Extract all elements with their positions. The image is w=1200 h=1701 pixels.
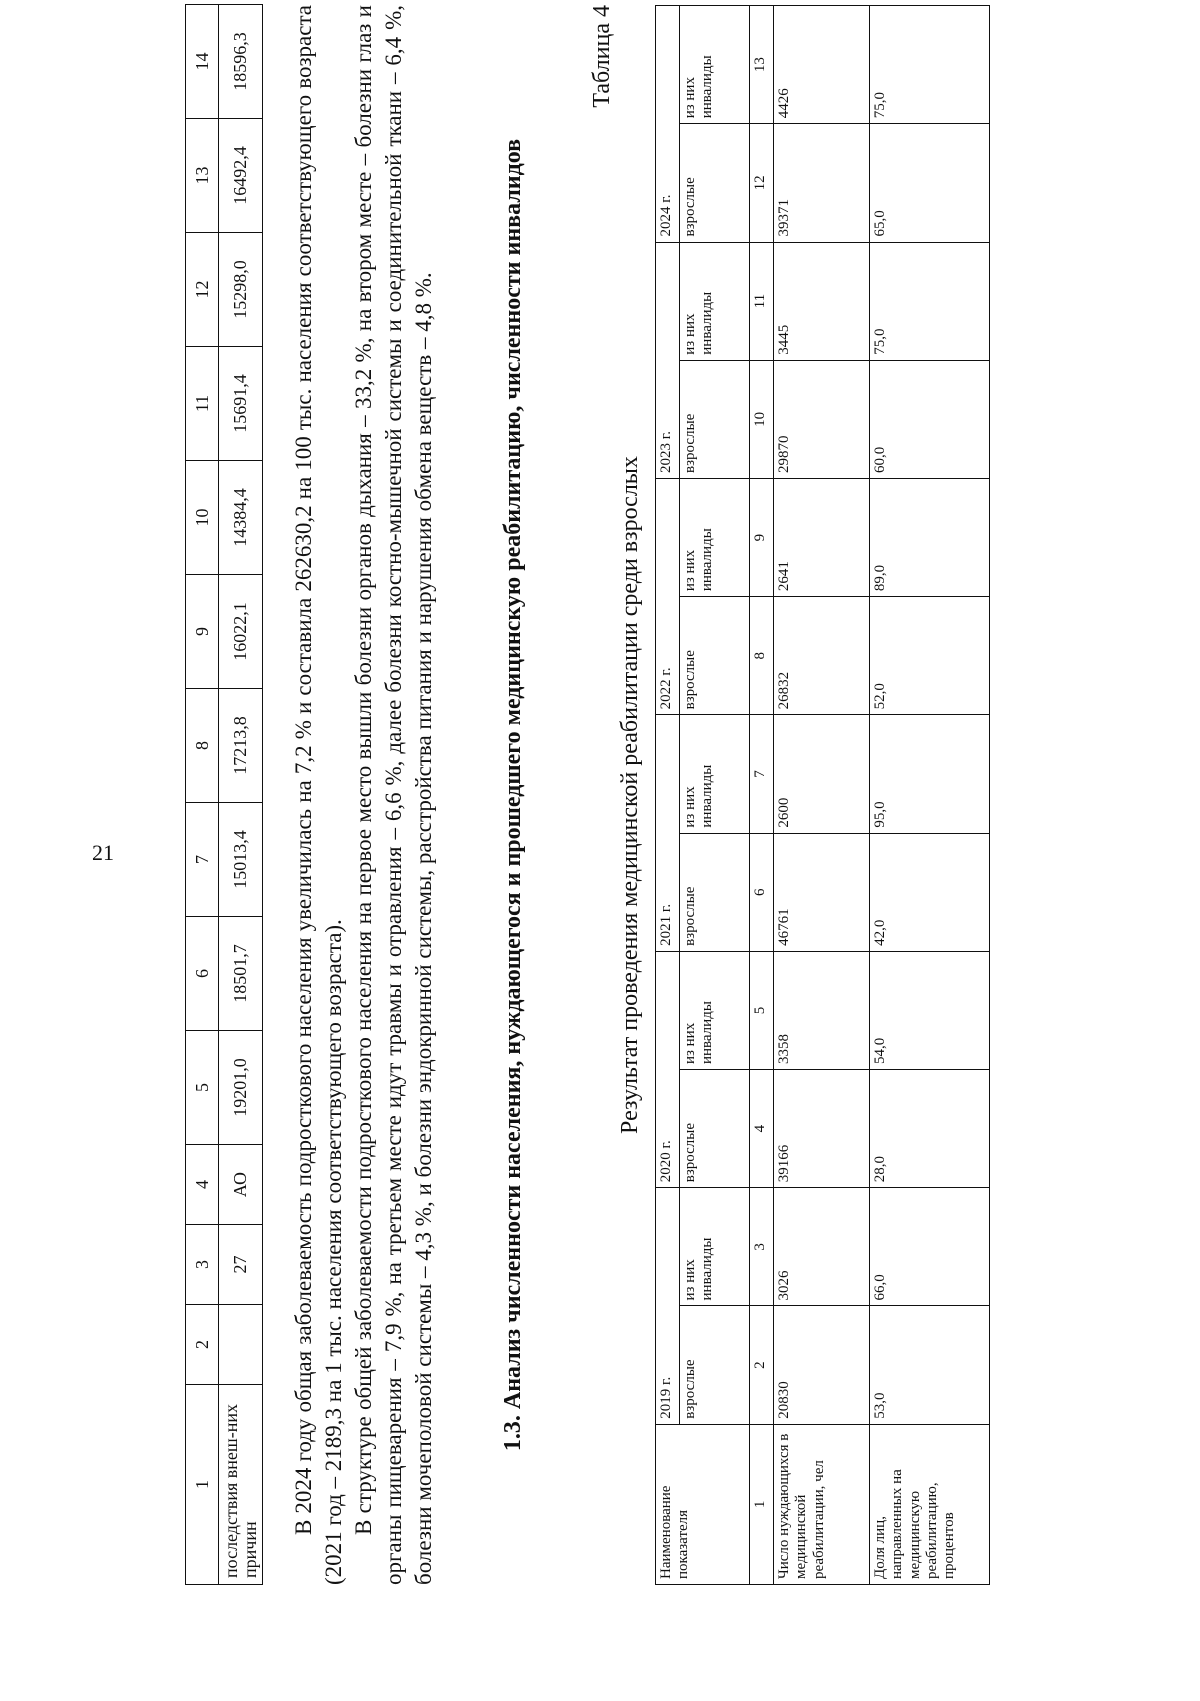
table-cell: 14384,4 bbox=[219, 461, 263, 575]
rehabilitation-table bbox=[655, 5, 990, 1585]
table-cell: 15691,4 bbox=[219, 347, 263, 461]
subheader-cell: из них инвалиды bbox=[680, 242, 750, 360]
subheader-cell: взрослые bbox=[680, 360, 750, 478]
table-cell: 15298,0 bbox=[219, 233, 263, 347]
table-cell: 29870 bbox=[774, 360, 870, 478]
table-cell: 2 bbox=[186, 1305, 219, 1385]
table-cell: 3026 bbox=[774, 1188, 870, 1306]
table-cell: 4 bbox=[186, 1145, 219, 1225]
table-cell: 4426 bbox=[774, 6, 870, 124]
table-cell: 54,0 bbox=[870, 951, 990, 1069]
table-subheader-row bbox=[680, 6, 750, 1585]
subheader-cell: взрослые bbox=[680, 833, 750, 951]
column-number: 8 bbox=[750, 597, 774, 715]
table-cell: 27 bbox=[219, 1225, 263, 1305]
table-cell: 18596,3 bbox=[219, 5, 263, 119]
table-title: Результат проведения медицинской реабилитации среди взрослых bbox=[617, 456, 643, 1134]
year-header: 2022 г. bbox=[656, 478, 680, 714]
year-header: 2019 г. bbox=[656, 1188, 680, 1424]
table-cell: 2600 bbox=[774, 715, 870, 833]
table-cell: 75,0 bbox=[870, 242, 990, 360]
table-cell: АО bbox=[219, 1145, 263, 1225]
table-cell: 2641 bbox=[774, 478, 870, 596]
table-cell: 66,0 bbox=[870, 1188, 990, 1306]
table-cell: 19201,0 bbox=[219, 1031, 263, 1145]
subheader-cell: из них инвалиды bbox=[680, 6, 750, 124]
table-cell: 9 bbox=[186, 575, 219, 689]
subheader-cell: из них инвалиды bbox=[680, 478, 750, 596]
table-cell bbox=[219, 1305, 263, 1385]
table-cell: 46761 bbox=[774, 833, 870, 951]
table-cell: последствия внеш-них причин bbox=[219, 1385, 263, 1585]
table-cell: 42,0 bbox=[870, 833, 990, 951]
subheader-cell: из них инвалиды bbox=[680, 951, 750, 1069]
subheader-cell: из них инвалиды bbox=[680, 715, 750, 833]
table-cell: 16022,1 bbox=[219, 575, 263, 689]
column-number: 3 bbox=[750, 1188, 774, 1306]
table-cell: 10 bbox=[186, 461, 219, 575]
column-number: 6 bbox=[750, 833, 774, 951]
table-cell: 20830 bbox=[774, 1306, 870, 1424]
column-number: 13 bbox=[750, 6, 774, 124]
paragraph: В 2024 году общая заболеваемость подросткового населения увеличилась на 7,2 % и составила 262630,2 на 100 тыс. населения соответствующего возраста (2021 год – 2189,3 на 1 тыс. населения соответствующего возраста). bbox=[291, 5, 346, 1585]
table-cell: 52,0 bbox=[870, 597, 990, 715]
section-heading: 1.3. Анализ численности населения, нуждающегося и прошедшего медицинскую реабилитацию, численности инвалидов bbox=[500, 138, 526, 1452]
column-number: 9 bbox=[750, 478, 774, 596]
table-cell: 5 bbox=[186, 1031, 219, 1145]
table-cell: 3 bbox=[186, 1225, 219, 1305]
row-label: Доля лиц, направленных на медицинскую реабилитацию, процентов bbox=[870, 1424, 990, 1584]
table-header-cell: Наименование показателя bbox=[656, 1424, 750, 1584]
column-number-row bbox=[750, 6, 774, 1585]
table-cell: 12 bbox=[186, 233, 219, 347]
table-cell: 16492,4 bbox=[219, 119, 263, 233]
column-number: 10 bbox=[750, 360, 774, 478]
year-header: 2023 г. bbox=[656, 242, 680, 478]
rotated-page-content bbox=[185, 5, 1200, 1585]
table-cell: 89,0 bbox=[870, 478, 990, 596]
column-number: 12 bbox=[750, 124, 774, 242]
table-cell: 39371 bbox=[774, 124, 870, 242]
table-cell: 28,0 bbox=[870, 1070, 990, 1188]
table-cell: 60,0 bbox=[870, 360, 990, 478]
table-caption: Таблица 4 bbox=[589, 5, 615, 108]
table-row bbox=[774, 6, 870, 1585]
year-header: 2021 г. bbox=[656, 715, 680, 951]
table-header-row bbox=[186, 5, 219, 1585]
subheader-cell: взрослые bbox=[680, 1070, 750, 1188]
table-cell: 15013,4 bbox=[219, 803, 263, 917]
table-row bbox=[870, 6, 990, 1585]
table-cell: 26832 bbox=[774, 597, 870, 715]
table-cell: 3358 bbox=[774, 951, 870, 1069]
table-cell: 8 bbox=[186, 689, 219, 803]
column-number: 7 bbox=[750, 715, 774, 833]
column-number: 2 bbox=[750, 1306, 774, 1424]
subheader-cell: взрослые bbox=[680, 124, 750, 242]
table-cell: 18501,7 bbox=[219, 917, 263, 1031]
column-number: 4 bbox=[750, 1070, 774, 1188]
page-number: 21 bbox=[92, 840, 114, 865]
table-cell: 53,0 bbox=[870, 1306, 990, 1424]
table-cell: 75,0 bbox=[870, 6, 990, 124]
table-cell: 1 bbox=[186, 1385, 219, 1585]
table-cell: 13 bbox=[186, 119, 219, 233]
table-row bbox=[219, 5, 263, 1585]
paragraph: В структуре общей заболеваемости подросткового населения на первое место вышли болезни органов дыхания – 33,2 %, на втором месте – болезни глаз и органы пищеварения – 7,9 %, на третьем месте идут травмы и отравления – 6,6 %, далее болезни костно-мышечной системы и соединительной ткани – 6,4 %, болезни мочеполовой системы – 4,3 %, и болезни эндокринной системы, расстройства питания и нарушения обмена веществ – 4,8 %. bbox=[351, 5, 436, 1585]
table-cell: 17213,8 bbox=[219, 689, 263, 803]
table-cell: 14 bbox=[186, 5, 219, 119]
table-cell: 7 bbox=[186, 803, 219, 917]
table-cell: 39166 bbox=[774, 1070, 870, 1188]
table-header-row bbox=[656, 6, 680, 1585]
column-number: 1 bbox=[750, 1424, 774, 1584]
table-cell: 3445 bbox=[774, 242, 870, 360]
continuation-table bbox=[185, 4, 263, 1585]
row-label: Число нуждающихся в медицинской реабилитации, чел bbox=[774, 1424, 870, 1584]
subheader-cell: взрослые bbox=[680, 597, 750, 715]
table-cell: 6 bbox=[186, 917, 219, 1031]
table-cell: 65,0 bbox=[870, 124, 990, 242]
table-cell: 11 bbox=[186, 347, 219, 461]
column-number: 11 bbox=[750, 242, 774, 360]
table-cell: 95,0 bbox=[870, 715, 990, 833]
subheader-cell: из них инвалиды bbox=[680, 1188, 750, 1306]
year-header: 2020 г. bbox=[656, 951, 680, 1187]
year-header: 2024 г. bbox=[656, 6, 680, 243]
column-number: 5 bbox=[750, 951, 774, 1069]
subheader-cell: взрослые bbox=[680, 1306, 750, 1424]
